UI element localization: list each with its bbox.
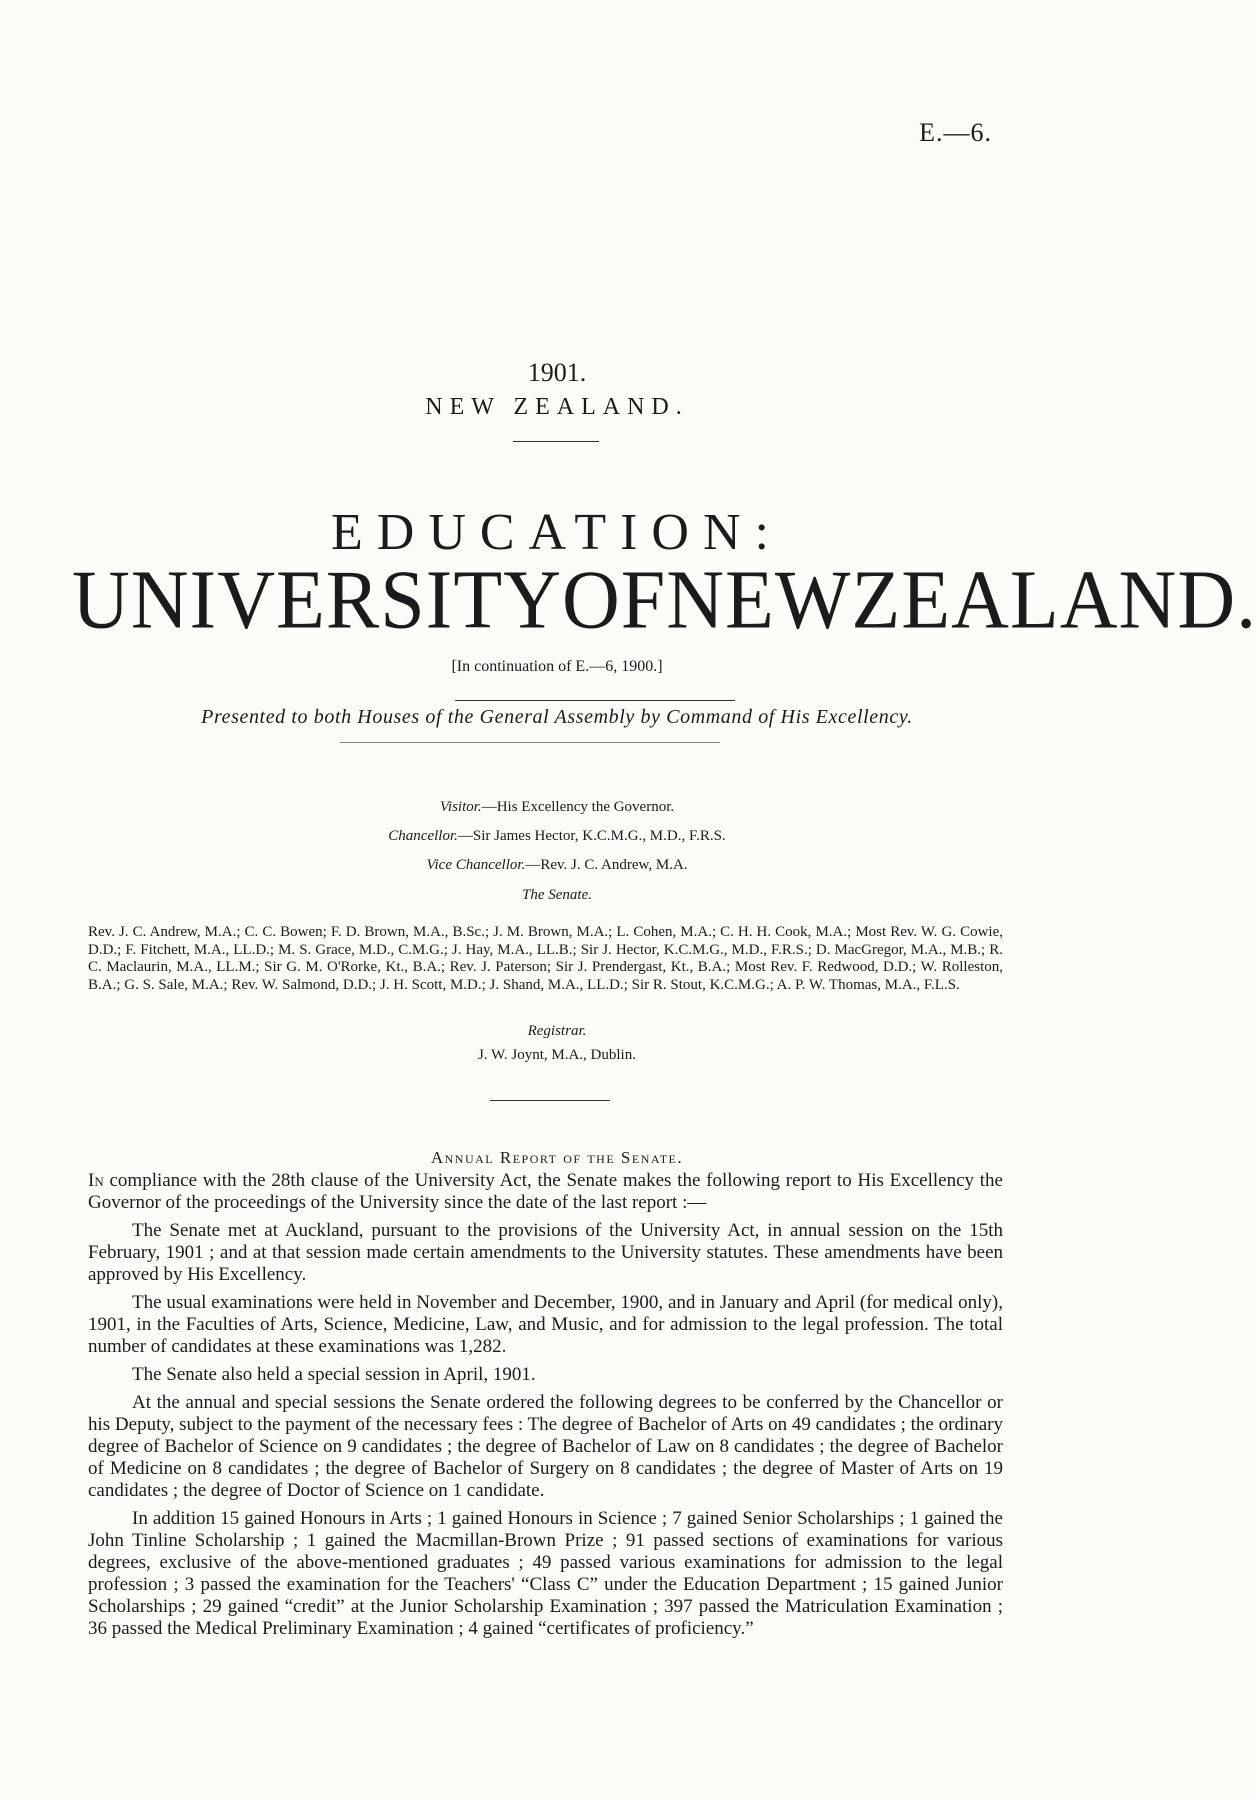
document-subtitle	[72, 553, 1257, 647]
report-paragraph: At the annual and special sessions the Senate ordered the following degrees to be conferred by the Chancellor or his Deputy, subject to the payment of the necessary fees : The degree of Bachelor of Arts on 49 candidates ; the ordinary degree of Bachelor of Science on 9 candidates ; the degree of Bachelor of Law on 8 candidates ; the degree of Bachelor of Medicine on 8 candidates ; the degree of Bachelor of Surgery on 8 candidates ; the degree of Master of Arts on 19 candidates ; the degree of Doctor of Science on 1 candidate.	[88, 1392, 1003, 1501]
report-paragraph: In compliance with the 28th clause of the University Act, the Senate makes the following report to His Excellency the Governor of the proceedings of the University since the date of the last report :—	[88, 1170, 1003, 1213]
visitor-line	[0, 798, 1114, 816]
document-title: EDUCATION:	[331, 504, 783, 561]
divider	[513, 441, 599, 442]
divider	[490, 1100, 610, 1101]
report-paragraph: The Senate met at Auckland, pursuant to the provisions of the University Act, in annual session on the 15th February, 1901 ; and at that session made certain amendments to the University statutes. These amendments have been approved by His Excellency.	[88, 1220, 1003, 1285]
vice-chancellor-value: —Rev. J. C. Andrew, M.A.	[525, 857, 688, 873]
registrar-value: J. W. Joynt, M.A., Dublin.	[478, 1047, 636, 1063]
senate-heading: The Senate.	[522, 887, 592, 903]
visitor-value: —His Excellency the Governor.	[481, 799, 675, 815]
continuation-note: [In continuation of E.—6, 1900.]	[451, 658, 663, 675]
senate-members: Rev. J. C. Andrew, M.A.; C. C. Bowen; F. D. Brown, M.A., B.Sc.; J. M. Brown, M.A.; L. Cohen, M.A.; C. H. H. Cook, M.A.; Most Rev. W. G. Cowie, D.D.; F. Fitchett, M.A., LL.D.; M. S. Grace, M.D., C.M.G.; J. Hay, M.A., LL.B.; Sir J. Hector, K.C.M.G., M.D., F.R.S.; D. MacGregor, M.A., M.B.; R. C. Maclaurin, M.A., LL.M.; Sir G. M. O'Rorke, Kt., B.A.; Rev. J. Paterson; Sir J. Prendergast, Kt., B.A.; Most Rev. F. Redwood, D.D.; W. Rolleston, B.A.; G. S. Sale, M.A.; Rev. W. Salmond, D.D.; J. H. Scott, M.D.; J. Shand, M.A., LL.D.; Sir R. Stout, K.C.M.G.; A. P. W. Thomas, M.A., F.L.S.	[88, 924, 1003, 993]
subtitle-word: ZEALAND.	[851, 553, 1257, 647]
presented-line: Presented to both Houses of the General Assembly by Command of His Excellency.	[201, 706, 913, 728]
report-body	[88, 1170, 1003, 1646]
registrar-heading: Registrar.	[527, 1023, 587, 1039]
page-reference: E.—6.	[919, 118, 992, 147]
subtitle-word: NEW	[666, 553, 852, 647]
divider	[340, 742, 720, 743]
chancellor-line	[0, 827, 1114, 845]
report-paragraph: The usual examinations were held in November and December, 1900, and in January and April (for medical only), 1901, in the Faculties of Arts, Science, Medicine, Law, and Music, and for admission to the legal profession. The total number of candidates at these examinations was 1,282.	[88, 1292, 1003, 1357]
chancellor-value: —Sir James Hector, K.C.M.G., M.D., F.R.S.	[457, 828, 726, 844]
subtitle-word: OF	[561, 553, 667, 647]
year: 1901.	[527, 358, 587, 387]
report-heading: Annual Report of the Senate.	[430, 1148, 684, 1167]
report-paragraph: In addition 15 gained Honours in Arts ; 1 gained Honours in Science ; 7 gained Senior Scholarships ; 1 gained the John Tinline Scholarship ; 1 gained the Macmillan-Brown Prize ; 91 passed sections of examinations for various degrees, exclusive of the above-mentioned graduates ; 49 passed various examinations for admission to the legal profession ; 3 passed the examination for the Teachers' “Class C” under the Education Department ; 15 gained Junior Scholarships ; 29 gained “credit” at the Junior Scholarship Examination ; 397 passed the Matriculation Examination ; 36 passed the Medical Preliminary Examination ; 4 gained “certificates of proficiency.”	[88, 1508, 1003, 1639]
visitor-label: Visitor.	[439, 799, 482, 815]
vice-chancellor-label: Vice Chancellor.	[426, 857, 526, 873]
chancellor-label: Chancellor.	[388, 828, 458, 844]
report-paragraph: The Senate also held a special session in April, 1901.	[132, 1364, 536, 1385]
divider	[455, 700, 735, 701]
drop-word: In	[88, 1170, 104, 1191]
country-heading: NEW ZEALAND.	[425, 394, 689, 420]
subtitle-word: UNIVERSITY	[72, 553, 562, 647]
vice-chancellor-line	[0, 856, 1114, 874]
